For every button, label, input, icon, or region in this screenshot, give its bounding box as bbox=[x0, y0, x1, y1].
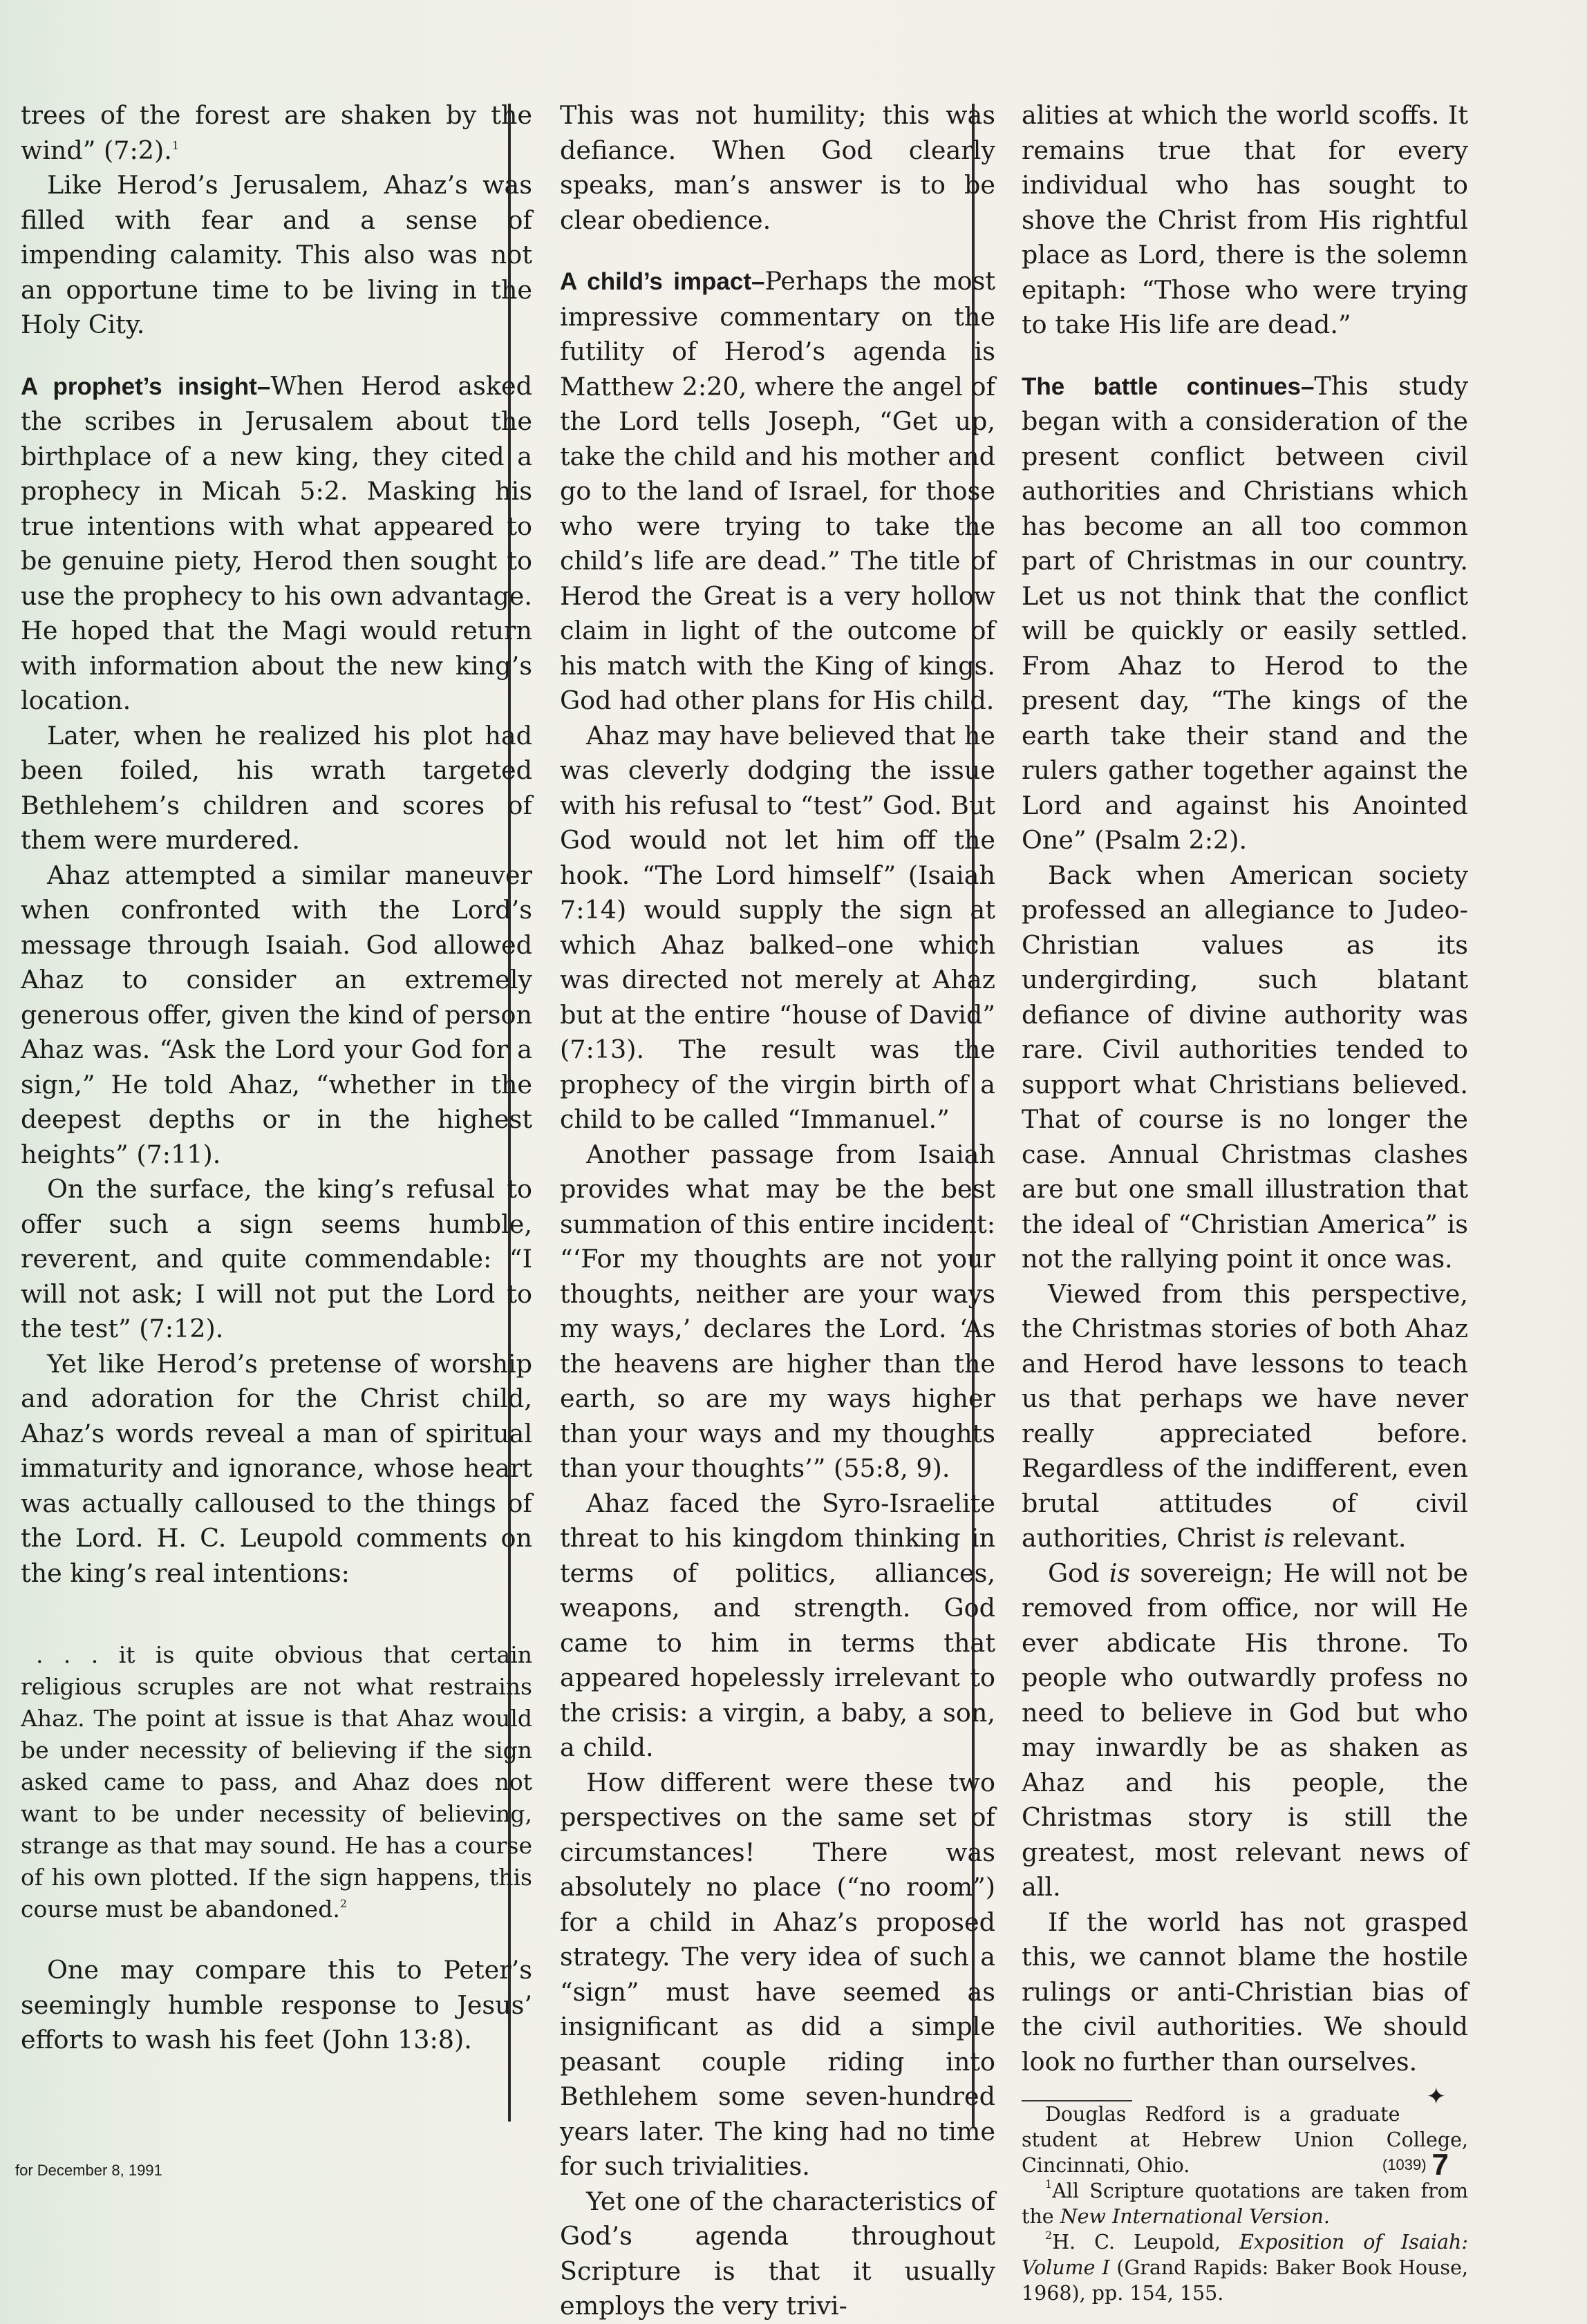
column-1 bbox=[21, 98, 532, 2058]
paragraph: This was not humility; this was defiance. When God clearly speaks, man’s answer is to be clear obedience. bbox=[560, 100, 995, 235]
section-paragraph: A child’s impact–Perhaps the most impressive commentary on the futility of Herod’s agenda is Matthew 2:20, where the angel of the Lord tells Joseph, “Get up, take the child and his mother and go to the land of Israel, for those who were trying to take the child’s life are dead.” The title of Herod the Great is a very hollow claim in light of the outcome of his match with the King of kings. God had other plans for His child. bbox=[560, 266, 995, 715]
column-2 bbox=[560, 98, 995, 2324]
section-paragraph: A prophet’s insight–When Herod asked the scribes in Jerusalem about the birthplace of a new king, they cited a prophecy in Micah 5:2. Masking his true intentions with what appeared to be genuine piety, Herod then sought to use the prophecy to his own advantage. He hoped that the Magi would return with information about the new king’s location. bbox=[21, 370, 532, 715]
page-number: 7 bbox=[1431, 2148, 1449, 2182]
paragraph: If the world has not grasped this, we cannot blame the hostile rulings or anti-Christian bias of the civil authorities. We should look no further than ourselves. ✦ bbox=[1022, 1905, 1468, 2080]
emphasis: is bbox=[1109, 1558, 1131, 1588]
section-heading: A prophet’s insight– bbox=[21, 372, 271, 400]
section-heading: A child’s impact– bbox=[560, 268, 765, 295]
paragraph: Yet like Herod’s pretense of worship and adoration for the Christ child, Ahaz’s words reveal a man of spiritual immaturity and ignorance, whose heart was actually calloused to the things of the Lord. H. C. Leupold comments on the king’s real intentions: bbox=[21, 1348, 532, 1588]
paragraph: How different were these two perspectives on the same set of circumstances! There was absolutely no place (“no room”) for a child in Ahaz’s proposed strategy. The very idea of such a “sign” must have seemed as insignificant as did a simple peasant couple riding into Bethlehem some seven-hundred years later. The king had no time for such trivialities. bbox=[560, 1767, 995, 2181]
paragraph: On the surface, the king’s refusal to offer such a sign seems humble, reverent, and quite commendable: “I will not ask; I will not put the Lord to the test” (7:12). bbox=[21, 1174, 532, 1343]
emphasis: is bbox=[1263, 1523, 1285, 1553]
paragraph: Yet one of the characteristics of God’s agenda throughout Scripture is that it usually employs the very trivi- bbox=[560, 2186, 995, 2321]
page-number-block bbox=[1382, 2148, 1449, 2182]
block-quote: . . . it is quite obvious that certain religious scruples are not what restrains Ahaz. The point at issue is that Ahaz would be under necessity of believing if the sign asked came to pass, and Ahaz does not want to be under necessity of believing, strange as that may sound. He has a course of his own plotted. If the sign happens, this course must be abandoned.$^2$ bbox=[21, 1641, 532, 1923]
paragraph: One may compare this to Peter’s seemingly humble response to Jesus’ efforts to wash his feet (John 13:8). bbox=[21, 1955, 532, 2054]
paragraph: trees of the forest are shaken by the wind” (7:2).$^1$ bbox=[21, 100, 532, 165]
paragraph: alities at which the world scoffs. It remains true that for every individual who has sought to shove the Christ from His rightful place as Lord, there is the solemn epitaph: “Those who were trying to take His life are dead.” bbox=[1022, 100, 1468, 339]
paragraph: Like Herod’s Jerusalem, Ahaz’s was filled with fear and a sense of impending calamity. This also was not an opportune time to be living in the Holy City. bbox=[21, 170, 532, 339]
author-bio: Douglas Redford is a graduate student at Hebrew Union College, Cincinnati, Ohio. bbox=[1022, 2103, 1468, 2177]
paragraph: Ahaz faced the Syro-Israelite threat to his kingdom thinking in terms of politics, alliances, weapons, and strength. God came to him in terms that appeared hopelessly irrelevant to the crisis: a virgin, a baby, a son, a child. bbox=[560, 1488, 995, 1762]
column-3 bbox=[1022, 98, 1468, 2306]
footnote-2: $^2$H. C. Leupold, Exposition of Isaiah: Volume I (Grand Rapids: Baker Book House, 1968), pp. 154, 155. bbox=[1022, 2229, 1468, 2305]
paragraph: Ahaz attempted a similar maneuver when confronted with the Lord’s message through Isaiah. God allowed Ahaz to consider an extremely generous offer, given the kind of person Ahaz was. “Ask the Lord your God for a sign,” He told Ahaz, “whether in the deepest depths or in the highest heights” (7:11). bbox=[21, 860, 532, 1169]
paragraph: Later, when he realized his plot had been foiled, his wrath targeted Bethlehem’s children and scores of them were murdered. bbox=[21, 720, 532, 855]
paragraph: Ahaz may have believed that he was cleverly dodging the issue with his refusal to “test” God. But God would not let him off the hook. “The Lord himself” (Isaiah 7:14) would supply the sign at which Ahaz balked–one which was directed not merely at Ahaz but at the entire “house of David” (7:13). The result was the prophecy of the virgin birth of a child to be called “Immanuel.” bbox=[560, 720, 995, 1134]
paragraph: Viewed from this perspective, the Christmas stories of both Ahaz and Herod have lessons to teach us that perhaps we have never really appreciated before. Regardless of the indifferent, even brutal attitudes of civil authorities, Christ is relevant. bbox=[1022, 1278, 1468, 1553]
paragraph: God is sovereign; He will not be removed from office, nor will He ever abdicate His throne. To people who outwardly profess no need to believe in God but who may inwardly be as shaken as Ahaz and his people, the Christmas story is still the greatest, most relevant news of all. bbox=[1022, 1558, 1468, 1902]
page-code: (1039) bbox=[1382, 2156, 1427, 2173]
section-heading: The battle continues– bbox=[1022, 372, 1315, 400]
footnote-1: $^1$All Scripture quotations are taken from the New International Version. bbox=[1022, 2177, 1468, 2228]
paragraph: Another passage from Isaiah provides what may be the best summation of this entire incident: “‘For my thoughts are not your thoughts, neither are your ways my ways,’ declares the Lord. ‘As the heavens are higher than the earth, so are my ways higher than your ways and my thoughts than your thoughts’” (55:8, 9). bbox=[560, 1139, 995, 1483]
issue-date: for December 8, 1991 bbox=[15, 2162, 162, 2179]
footnote-ref: 2 bbox=[339, 1897, 348, 1910]
end-mark-icon: ✦ bbox=[1426, 2083, 1446, 2110]
paragraph: Back when American society professed an allegiance to Judeo-Christian values as its undergirding, such blatant defiance of divine authority was rare. Civil authorities tended to support what Christians believed. That of course is no longer the case. Annual Christmas clashes are but one small illustration that the ideal of “Christian America” is not the rallying point it once was. bbox=[1022, 860, 1468, 1274]
footnote-ref: 1 bbox=[171, 138, 180, 152]
section-paragraph: The battle continues–This study began with a consideration of the present conflict between civil authorities and Christians which has become an all too common part of Christmas in our country. Let us not think that the conflict will be quickly or easily settled. From Ahaz to Herod to the present day, “The kings of the earth take their stand and the rulers gather together against the Lord and against his Anointed One” (Psalm 2:2). bbox=[1022, 370, 1468, 855]
